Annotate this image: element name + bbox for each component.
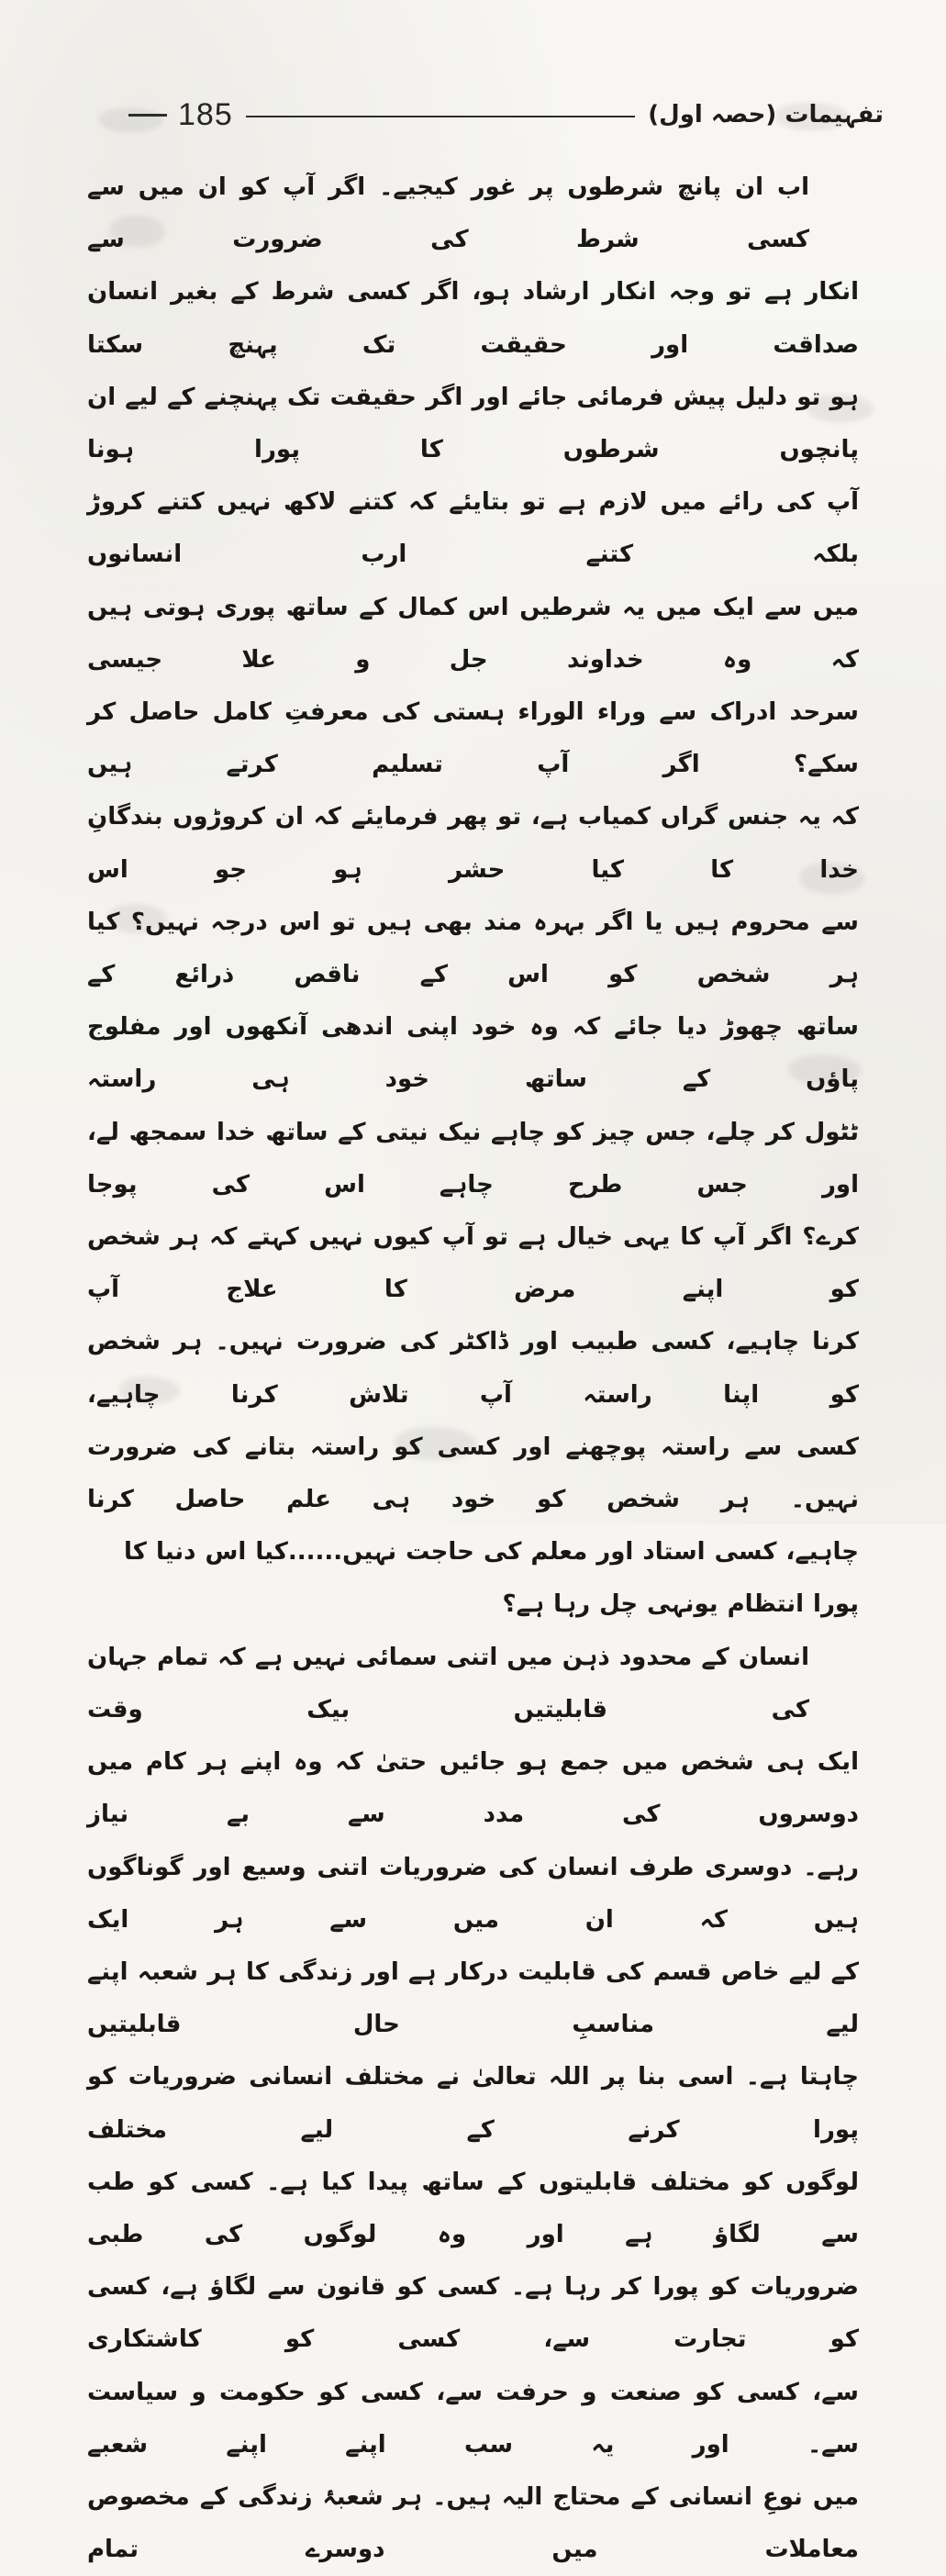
text-line: اب ان پانچ شرطوں پر غور کیجیے۔ اگر آپ کو ان میں سے کسی شرط کی ضرورت سے: [87, 173, 809, 254]
text-line: چاہیے، کسی استاد اور معلم کی حاجت نہیں......کیا اس دنیا کا پورا انتظام یونہی چل رہا ہے؟: [124, 1538, 859, 1619]
text-line: ایک ہی شخص میں جمع ہو جائیں حتیٰ کہ وہ اپنے ہر کام میں دوسروں کی مدد سے بے نیاز: [87, 1748, 859, 1829]
text-line: انسان کے محدود ذہن میں اتنی سمائی نہیں ہے کہ تمام جہان کی قابلیتیں بیک وقت: [87, 1643, 809, 1723]
text-line: ٹٹول کر چلے، جس چیز کو چاہے نیک نیتی کے ساتھ خدا سمجھ لے، اور جس طرح چاہے اس کی پوجا: [87, 1118, 859, 1199]
text-line: کرنا چاہیے، کسی طبیب اور ڈاکٹر کی ضرورت نہیں۔ ہر شخص کو اپنا راستہ آپ تلاش کرنا چاہیے،: [87, 1328, 859, 1409]
text-line: چاہتا ہے۔ اسی بنا پر اللہ تعالیٰ نے مختلف انسانی ضروریات کو پورا کرنے کے لیے مختلف: [87, 2063, 859, 2144]
text-line: سے محروم ہیں یا اگر بہرہ مند بھی ہیں تو اس درجہ نہیں؟ کیا ہر شخص کو اس کے ناقص ذرائع کے: [87, 908, 859, 989]
page-number: 185: [178, 97, 233, 132]
text-line: لوگوں کو مختلف قابلیتوں کے ساتھ پیدا کیا ہے۔ کسی کو طب سے لگاؤ ہے اور وہ لوگوں کی طبی: [87, 2168, 859, 2248]
text-line: ہو تو دلیل پیش فرمائی جائے اور اگر حقیقت تک پہنچنے کے لیے ان پانچوں شرطوں کا پورا ہونا: [87, 383, 859, 464]
text-line: انکار ہے تو وجہ انکار ارشاد ہو، اگر کسی شرط کے بغیر انسان صداقت اور حقیقت تک پہنچ سکتا: [87, 278, 859, 359]
text-line: ضروریات کو پورا کر رہا ہے۔ کسی کو قانون سے لگاؤ ہے، کسی کو تجارت سے، کسی کو کاشتکاری: [87, 2273, 859, 2354]
text-line: سرحد ادراک سے وراء الوراء ہستی کی معرفتِ کامل حاصل کر سکے؟ اگر آپ تسلیم کرتے ہیں: [87, 698, 859, 779]
text-line: کرے؟ اگر آپ کا یہی خیال ہے تو آپ کیوں نہیں کہتے کہ ہر شخص کو اپنے مرض کا علاج آپ: [87, 1223, 859, 1304]
book-title: تفہیمات (حصہ اول): [648, 101, 884, 128]
text-line: رہے۔ دوسری طرف انسان کی ضروریات اتنی وسیع اور گوناگوں ہیں کہ ان میں سے ہر ایک: [87, 1853, 859, 1934]
text-line: کے لیے خاص قسم کی قابلیت درکار ہے اور زندگی کا ہر شعبہ اپنے لیے مناسبِ حال قابلیتیں: [87, 1957, 859, 2039]
text-line: آپ کی رائے میں لازم ہے تو بتایئے کہ کتنے لاکھ نہیں کتنے کروڑ بلکہ کتنے ارب انسانوں: [87, 488, 859, 569]
text-line: ساتھ چھوڑ دیا جائے کہ وہ خود اپنی اندھی آنکھوں اور مفلوج پاؤں کے ساتھ خود ہی راستہ: [87, 1013, 859, 1094]
text-line: میں سے ایک میں یہ شرطیں اس کمال کے ساتھ پوری ہوتی ہیں کہ وہ خداوند جل و علا جیسی: [87, 593, 859, 674]
body-text: [87, 162, 859, 2576]
text-line: کسی سے راستہ پوچھنے اور کسی کو راستہ بتانے کی ضرورت نہیں۔ ہر شخص کو خود ہی علم حاصل کرنا: [87, 1433, 859, 1514]
text-line: میں نوعِ انسانی کے محتاج الیہ ہیں۔ ہر شعبۂ زندگی کے مخصوص معاملات میں دوسرے تمام: [87, 2482, 859, 2564]
text-line: کہ یہ جنس گراں کمیاب ہے، تو پھر فرمایئے کہ ان کروڑوں بندگانِ خدا کا کیا حشر ہو جو اس: [87, 803, 859, 884]
header-rule: [246, 116, 636, 117]
header-left-dash: [128, 114, 167, 117]
text-line: سے، کسی کو صنعت و حرفت سے، کسی کو حکومت و سیاست سے۔ اور یہ سب اپنے اپنے شعبے: [87, 2378, 859, 2459]
page-header: [128, 95, 884, 134]
